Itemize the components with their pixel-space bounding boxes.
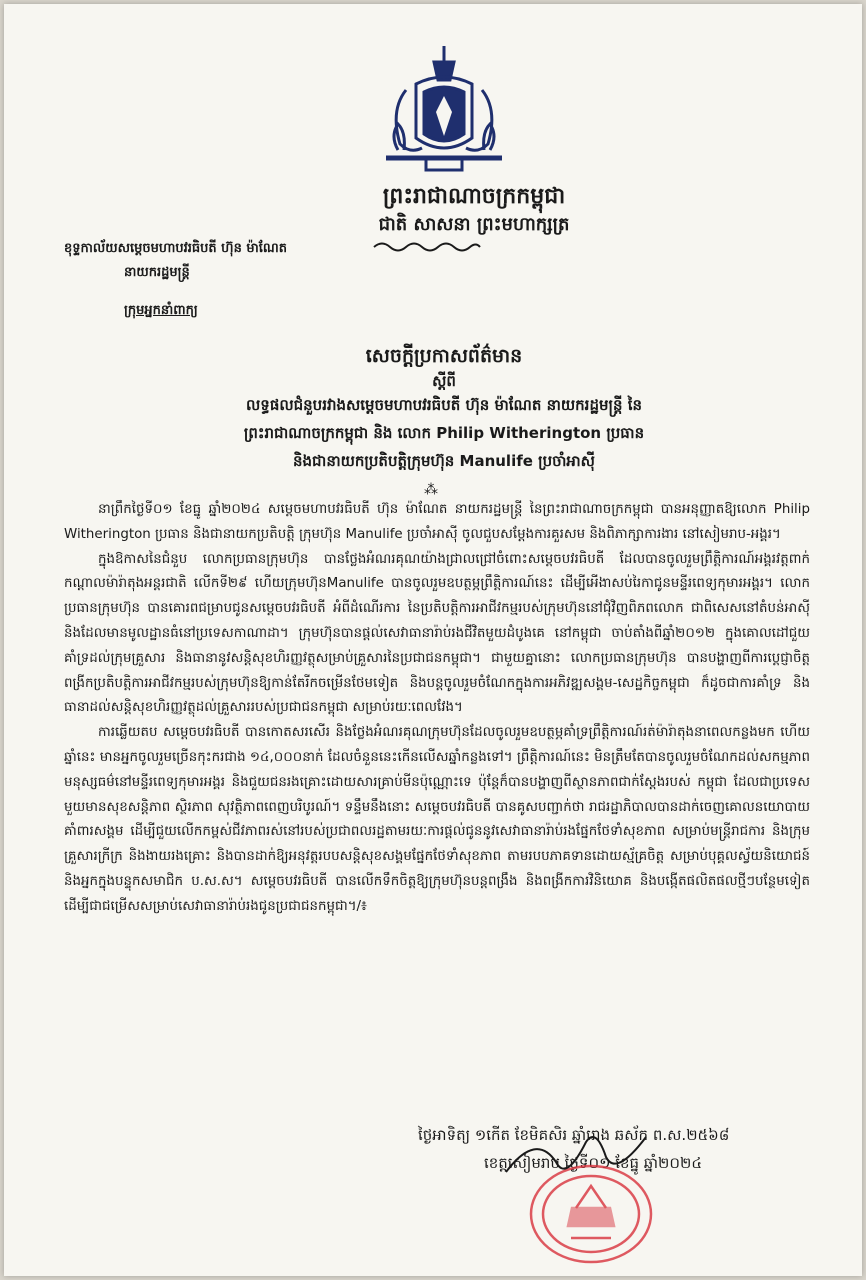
ornament-divider-icon: [372, 240, 482, 254]
title-line-1: សេចក្តីប្រកាសព័ត៌មាន: [365, 345, 523, 367]
title-line-5: និងជានាយកប្រតិបត្តិក្រុមហ៊ុន Manulife ប្រចាំអាស៊ី: [293, 452, 595, 470]
paragraph-1: នាព្រឹកថ្ងៃទី០១ ខែធ្នូ ឆ្នាំ២០២៤ សម្តេចមហាបវរធិបតី ហ៊ុន ម៉ាណែត នាយករដ្ឋមន្ត្រី នៃព្រះរាជាណាចក្រកម្ពុជា បានអនុញ្ញាតឱ្យលោក Philip Witherington ប្រធាន និងជានាយកប្រតិបត្តិ ក្រុមហ៊ុន Manulife ប្រចាំអាស៊ី ចូលជួបសម្តែងការគួរសម និងពិភាក្សាការងារ នៅសៀមរាប-អង្គរ។: [64, 502, 810, 542]
issuing-office: ខុទ្ទកាល័យសម្តេចមហាបវរធិបតី ហ៊ុន ម៉ាណែត: [64, 241, 287, 256]
lunar-date: ថ្ងៃអាទិត្យ ១កើត ខែមិគសិរ ឆ្នាំរោង ឆស័ក ព.ស.២៥៦៨: [418, 1126, 730, 1144]
spokesperson-unit: ក្រុមអ្នកនាំពាក្យ: [124, 303, 198, 318]
solar-date: ខេត្តសៀមរាប ថ្ងៃទី០១ ខែធ្នូ ឆ្នាំ២០២៤: [484, 1154, 702, 1172]
kingdom-name: ព្រះរាជាណាចក្រកម្ពុជា: [382, 184, 566, 209]
section-mark-icon: ⁂: [424, 482, 438, 498]
signature-icon: [496, 1122, 666, 1192]
title-line-4: ព្រះរាជាណាចក្រកម្ពុជា និង លោក Philip Witherington ប្រធាន: [243, 424, 645, 442]
title-line-3: លទ្ធផលជំនួបរវាងសម្តេចមហាបវរធិបតី ហ៊ុន ម៉ាណែត នាយករដ្ឋមន្ត្រី នៃ: [246, 396, 642, 414]
paragraph-3: ការឆ្លើយតប សម្តេចបវរធិបតី បានកោតសរសើរ និងថ្លែងអំណរគុណក្រុមហ៊ុនដែលចូលរួមឧបត្ថម្ភគាំទ្រព្រឹត្តិការណ៍រត់ម៉ារ៉ាតុងនាពេលកន្លងមក ហើយឆ្នាំនេះ មានអ្នកចូលរួមច្រើនកុះករជាង ១៤,០០០នាក់ ដែលចំនួននេះកើនលើសឆ្នាំកន្លងទៅ។ ព្រឹត្តិការណ៍នេះ មិនត្រឹមតែបានចូលរួមចំណែកដល់សកម្មភាពមនុស្សធម៌នៅមន្ទីរពេទ្យកុមារអង្គរ និងជួយជនរងគ្រោះដោយសារគ្រាប់មីនប៉ុណ្ណោះទេ ប៉ុន្តែក៏បានបង្ហាញពីស្ថានភាពជាក់ស្តែងរបស់ កម្ពុជា ដែលជាប្រទេសមួយមានសុខសន្តិភាព ស្ថិរភាព សុវត្ថិភាពពេញបរិបូរណ៍។ ទន្ទឹមនឹងនោះ សម្តេចបវរធិបតី បានគូសបញ្ជាក់ថា រាជរដ្ឋាភិបាលបានដាក់ចេញគោលនយោបាយគាំពារសង្គម ដើម្បីជួយលើកកម្ពស់ជីវភាពរស់នៅរបស់ប្រជាពលរដ្ឋតាមរយៈការផ្តល់ជូននូវសេវាធានារ៉ាប់រងផ្នែកថែទាំសុខភាព សម្រាប់មន្ត្រីរាជការ និងក្រុមគ្រួសារក្រីក្រ និងងាយរងគ្រោះ និងបានដាក់ឱ្យអនុវត្តរបបសន្តិសុខសង្គមផ្នែកថែទាំសុខភាព តាមរបបភាគទានដោយស្ម័គ្រចិត្ត សម្រាប់បុគ្គលស្វ័យនិយោជន៍ និងអ្នកក្នុងបន្ទុកសមាជិក ប.ស.ស។ សម្តេចបវរធិបតី បានលើកទឹកចិត្តឱ្យក្រុមហ៊ុនបន្តពង្រឹង និងពង្រីកការវិនិយោគ និងបង្កើតផលិតផលថ្មីៗបន្ថែមទៀត ដើម្បីជាជម្រើសសម្រាប់សេវាធានារ៉ាប់រងជូនប្រជាជនកម្ពុជា។/៖: [64, 725, 810, 914]
press-release-body: [64, 498, 810, 920]
title-line-2: ស្តីពី: [432, 372, 456, 390]
issuing-office-sub: នាយករដ្ឋមន្ត្រី: [124, 265, 190, 280]
national-motto: ជាតិ សាសនា ព្រះមហាក្សត្រ: [378, 214, 570, 235]
royal-coat-of-arms-icon: [376, 40, 512, 176]
paragraph-2: ក្នុងឱកាសនៃជំនួប លោកប្រធានក្រុមហ៊ុន បានថ្លែងអំណរគុណយ៉ាងជ្រាលជ្រៅចំពោះសម្តេចបវរធិបតី ដែលបានចូលរួមព្រឹត្តិការណ៍អង្គរវត្តពាក់កណ្តាលម៉ារ៉ាតុងអន្តរជាតិ លើកទី២៩ ហើយក្រុមហ៊ុនManulife បានចូលរួមឧបត្ថម្ភព្រឹត្តិការណ៍នេះ ដើម្បីអើងាសប់រៃកាជូនមន្ទីរពេទ្យកុមារអង្គរ។ លោកប្រធានក្រុមហ៊ុន បានគោរពជម្រាបជូនសម្តេចបវរធិបតី អំពីដំណើរការ នៃប្រតិបត្តិការអាជីវកម្មរបស់ក្រុមហ៊ុននៅជុំវិញពិភពលោក ជាពិសេសនៅតំបន់អាស៊ី និងដែលមានមូលដ្ឋានធំនៅប្រទេសកាណាដា។ ក្រុមហ៊ុនបានផ្តល់សេវាធានារ៉ាប់រងជីវិតមួយដំបូងគេ នៅកម្ពុជា ចាប់តាំងពីឆ្នាំ២០១២ ក្នុងគោលដៅជួយគាំទ្រដល់ក្រុមគ្រួសារ និងធានានូវសន្តិសុខហិរញ្ញវត្ថុសម្រាប់គ្រួសារនៃប្រជាជនកម្ពុជា។ ជាមួយគ្នានោះ លោកប្រធានក្រុមហ៊ុន បានបង្ហាញពីការប្តេជ្ញាចិត្តពង្រីកប្រតិបត្តិការអាជីវកម្មរបស់ក្រុមហ៊ុនឱ្យកាន់តែរីកចម្រើនថែមទៀត និងបន្តចូលរួមចំណែកក្នុងការអភិវឌ្ឍសង្គម-សេដ្ឋកិច្ចកម្ពុជា ក៏ដូចជាការគាំទ្រ និងធានាដល់សន្តិសុខហិរញ្ញវត្ថុដល់គ្រួសាររបស់ប្រជាជនកម្ពុជា សម្រាប់រយៈពេលវែង។: [64, 551, 810, 716]
press-release-title: [154, 344, 734, 480]
document-page: [4, 4, 862, 1276]
